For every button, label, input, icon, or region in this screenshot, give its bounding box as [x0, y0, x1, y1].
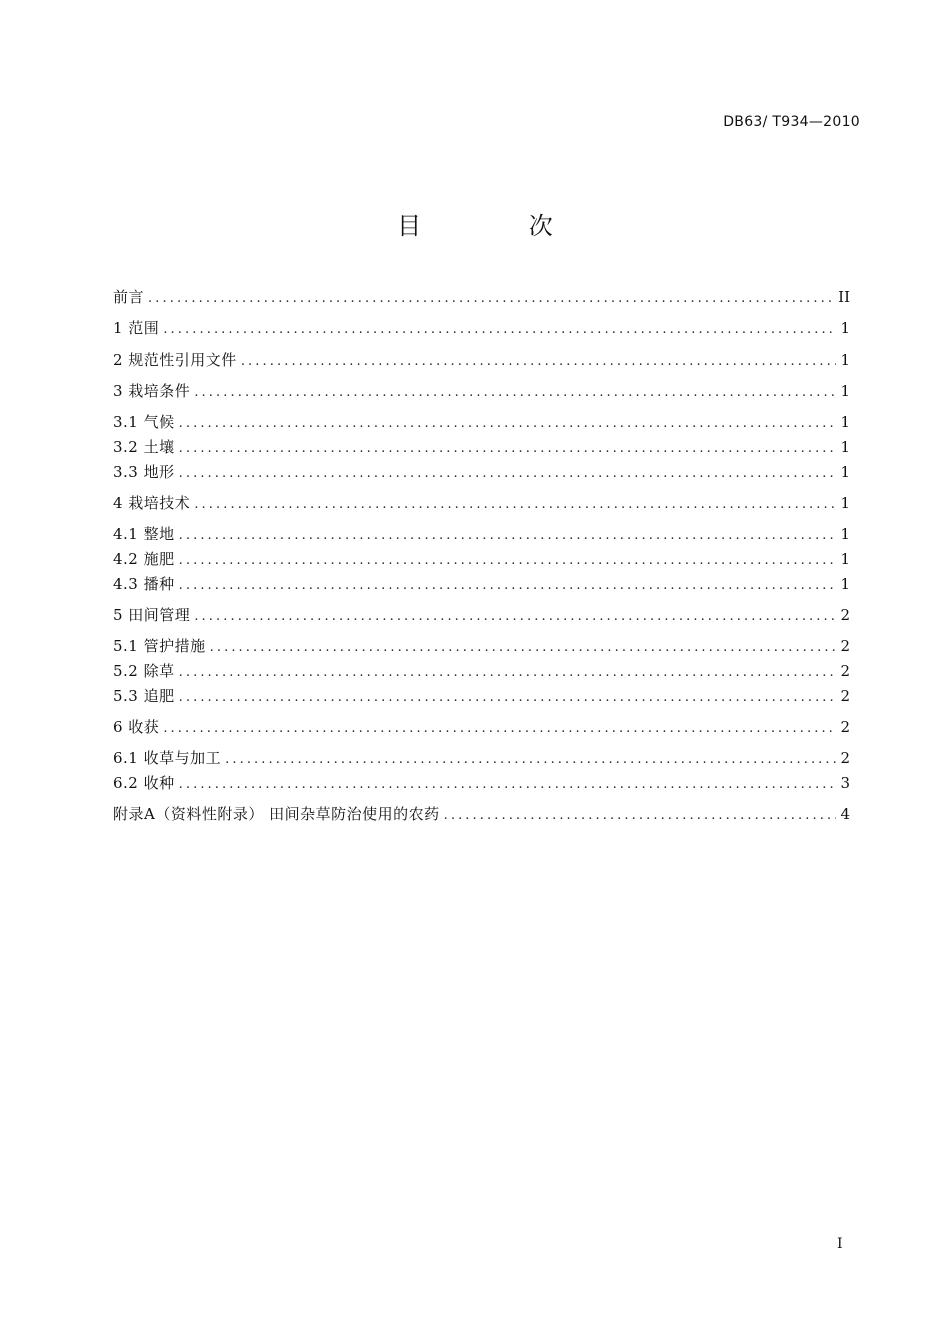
toc-entry-5-3[interactable]: [113, 686, 850, 706]
toc-entry-label: 5.3 追肥: [113, 687, 175, 705]
toc-entry-label: 附录A（资料性附录） 田间杂草防治使用的农药: [113, 805, 440, 823]
toc-entry-1[interactable]: [113, 318, 850, 338]
toc-entry-appendix-a[interactable]: [113, 804, 850, 824]
toc-entry-label: 5.1 管护措施: [113, 637, 206, 655]
toc-entry-5-1[interactable]: [113, 636, 850, 656]
toc-entry-3[interactable]: [113, 381, 850, 401]
toc-leader-dots: [179, 775, 836, 795]
toc-entry-page: 2: [840, 749, 850, 767]
toc-leader-dots: [241, 352, 836, 372]
toc-leader-dots: [179, 663, 836, 683]
toc-entry-5-2[interactable]: [113, 661, 850, 681]
toc-leader-dots: [210, 638, 836, 658]
toc-leader-dots: [179, 688, 836, 708]
toc-entry-label: 4 栽培技术: [113, 494, 191, 512]
toc-leader-dots: [179, 576, 836, 596]
toc-entry-page: 1: [840, 438, 850, 456]
toc-entry-label: 5 田间管理: [113, 606, 191, 624]
toc-leader-dots: [444, 806, 836, 826]
toc-entry-page: 1: [840, 382, 850, 400]
toc-entry-page: 1: [840, 550, 850, 568]
toc-entry-4-1[interactable]: [113, 524, 850, 544]
toc-entry-label: 4.2 施肥: [113, 550, 175, 568]
toc-leader-dots: [194, 495, 836, 515]
toc-entry-3-1[interactable]: [113, 412, 850, 432]
toc-entry-page: 1: [840, 413, 850, 431]
toc-entry-foreword[interactable]: [113, 287, 850, 307]
toc-entry-label: 3 栽培条件: [113, 382, 191, 400]
toc-entry-label: 3.1 气候: [113, 413, 175, 431]
toc-entry-6[interactable]: [113, 717, 850, 737]
toc-entry-5[interactable]: [113, 605, 850, 625]
toc-entry-page: 1: [840, 525, 850, 543]
toc-entry-label: 4.3 播种: [113, 575, 175, 593]
toc-leader-dots: [163, 719, 836, 739]
toc-leader-dots: [179, 551, 836, 571]
toc-entry-label: 3.2 土壤: [113, 438, 175, 456]
standard-code: DB63/ T934—2010: [723, 114, 860, 130]
toc-leader-dots: [194, 607, 836, 627]
toc-entry-page: 1: [840, 494, 850, 512]
toc-entry-page: 3: [840, 774, 850, 792]
toc-entry-page: 2: [840, 662, 850, 680]
toc-leader-dots: [179, 439, 836, 459]
toc-entry-label: 6.2 收种: [113, 774, 175, 792]
toc-entry-page: 1: [840, 575, 850, 593]
toc-entry-page: 2: [840, 606, 850, 624]
toc-leader-dots: [179, 464, 836, 484]
toc-entry-label: 3.3 地形: [113, 463, 175, 481]
toc-entry-label: 1 范围: [113, 319, 160, 337]
toc-entry-label: 4.1 整地: [113, 525, 175, 543]
toc-leader-dots: [179, 414, 836, 434]
toc-entry-label: 前言: [113, 288, 145, 306]
page-title: 目 次: [397, 212, 603, 240]
toc-entry-page: 1: [840, 463, 850, 481]
toc-leader-dots: [163, 320, 836, 340]
toc-entry-4[interactable]: [113, 493, 850, 513]
toc-entry-label: 2 规范性引用文件: [113, 351, 237, 369]
toc-entry-3-2[interactable]: [113, 437, 850, 457]
toc-entry-4-3[interactable]: [113, 574, 850, 594]
toc-entry-page: II: [838, 288, 850, 306]
toc-entry-4-2[interactable]: [113, 549, 850, 569]
toc-entry-label: 6 收获: [113, 718, 160, 736]
toc-leader-dots: [179, 526, 836, 546]
toc-entry-2[interactable]: [113, 350, 850, 370]
toc-entry-label: 6.1 收草与加工: [113, 749, 222, 767]
toc-entry-6-2[interactable]: [113, 773, 850, 793]
toc-entry-page: 2: [840, 718, 850, 736]
toc-entry-page: 2: [840, 637, 850, 655]
toc-entry-page: 2: [840, 687, 850, 705]
toc-entry-6-1[interactable]: [113, 748, 850, 768]
toc-entry-page: 1: [840, 319, 850, 337]
toc-entry-page: 4: [840, 805, 850, 823]
toc-entry-3-3[interactable]: [113, 462, 850, 482]
toc-leader-dots: [194, 383, 836, 403]
toc-leader-dots: [225, 750, 836, 770]
toc-leader-dots: [148, 289, 834, 309]
toc-entry-page: 1: [840, 351, 850, 369]
page-number: I: [837, 1236, 843, 1252]
toc-entry-label: 5.2 除草: [113, 662, 175, 680]
